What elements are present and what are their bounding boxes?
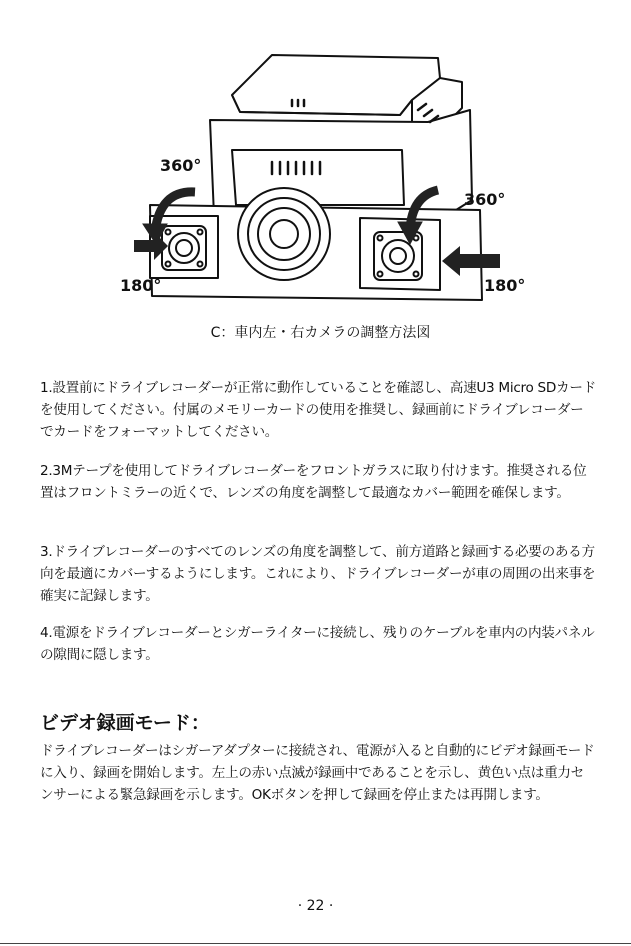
angle-label-360-right: 360° (464, 190, 506, 209)
step-2: 2.3Mテープを使用してドライブレコーダーをフロントガラスに取り付けます。推奨される位置はフロントミラーの近くで、レンズの角度を調整して最適なカバー範囲を確保します。 (40, 463, 587, 501)
angle-label-360-left: 360° (160, 156, 202, 175)
step-4: 4.電源をドライブレコーダーとシガーライターに接続し、残りのケーブルを車内の内装パネルの隙間に隠します。 (40, 625, 595, 663)
step-1: 1.設置前にドライブレコーダーが正常に動作していることを確認し、高速U3 Micro SDカードを使用してください。付属のメモリーカードの使用を推奨し、録画前にドライブレコーダーでカードをフォーマットしてください。 (40, 380, 596, 440)
figure-caption: C：車内左・右カメラの調整方法図 (210, 325, 431, 341)
angle-label-180-left: 180° (120, 276, 162, 295)
section-title-video-mode: ビデオ録画モード： (40, 712, 210, 734)
bottom-rule (0, 943, 631, 944)
video-mode-body: ドライブレコーダーはシガーアダプターに接続され、電源が入ると自動的にビデオ録画モードに入り、録画を開始します。左上の赤い点滅が録画中であることを示し、黄色い点は重力センサーによる緊急録画を示します。OKボタンを押して録画を停止または再開します。 (40, 743, 595, 803)
dashcam-illustration (0, 0, 631, 320)
angle-label-180-right: 180° (484, 276, 526, 295)
step-3: 3.ドライブレコーダーのすべてのレンズの角度を調整して、前方道路と録画する必要のある方向を最適にカバーするようにします。これにより、ドライブレコーダーが車の周囲の出来事を確実に記録します。 (40, 544, 596, 604)
page-number: · 22 · (297, 898, 334, 914)
